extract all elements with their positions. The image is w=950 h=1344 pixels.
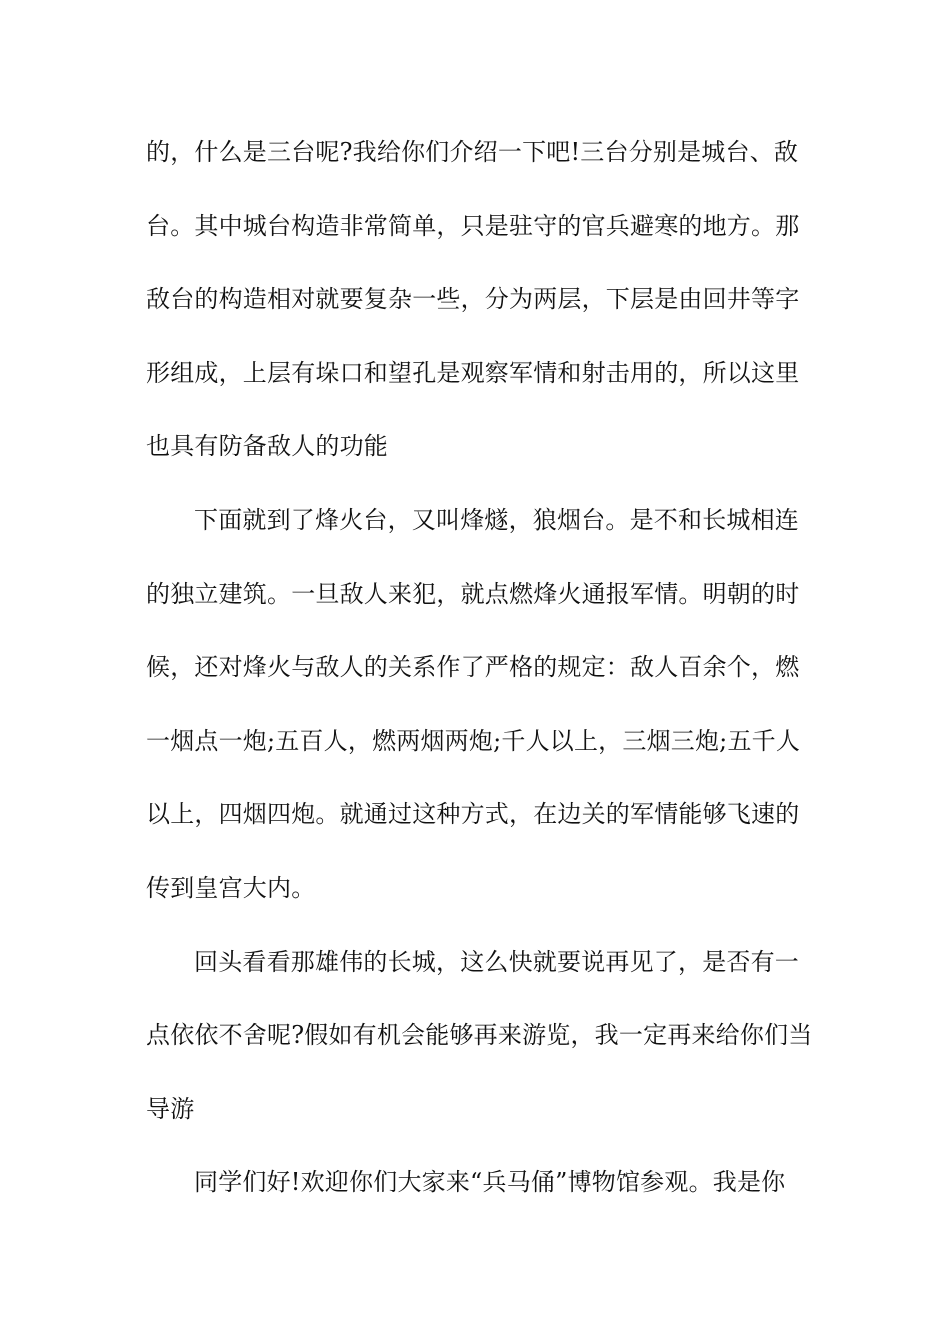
body-text [146, 128, 813, 1232]
text-line: 传到皇宫大内。 [146, 873, 316, 902]
text-line: 候，还对烽火与敌人的关系作了严格的规定：敌人百余个，燃 [146, 653, 800, 682]
paragraph-start-line: 下面就到了烽火台，又叫烽燧，狼烟台。是不和长城相连 [194, 505, 799, 534]
text-line: 一烟点一炮;五百人，燃两烟两炮;千人以上，三烟三炮;五千人 [146, 726, 801, 755]
text-line: 也具有防备敌人的功能 [146, 432, 388, 461]
text-line: 以上，四烟四炮。就通过这种方式，在边关的军情能够飞速的 [146, 800, 800, 829]
text-line: 点依依不舍呢?假如有机会能够再来游览，我一定再来给你们当 [146, 1021, 813, 1050]
text-line: 的，什么是三台呢?我给你们介绍一下吧!三台分别是城台、敌 [146, 138, 799, 166]
text-line: 导游 [146, 1094, 195, 1123]
paragraph-start-line: 回头看看那雄伟的长城，这么快就要说再见了，是否有一 [194, 947, 799, 976]
text-line: 台。其中城台构造非常简单，只是驻守的官兵避寒的地方。那 [146, 211, 800, 240]
text-line: 的独立建筑。一旦敌人来犯，就点燃烽火通报军情。明朝的时 [146, 579, 800, 608]
text-line: 敌台的构造相对就要复杂一些，分为两层，下层是由回井等字 [146, 285, 800, 314]
paragraph-start-line: 同学们好!欢迎你们大家来“兵马俑”博物馆参观。我是你 [194, 1168, 786, 1197]
text-line: 形组成，上层有垛口和望孔是观察军情和射击用的，所以这里 [146, 358, 800, 387]
